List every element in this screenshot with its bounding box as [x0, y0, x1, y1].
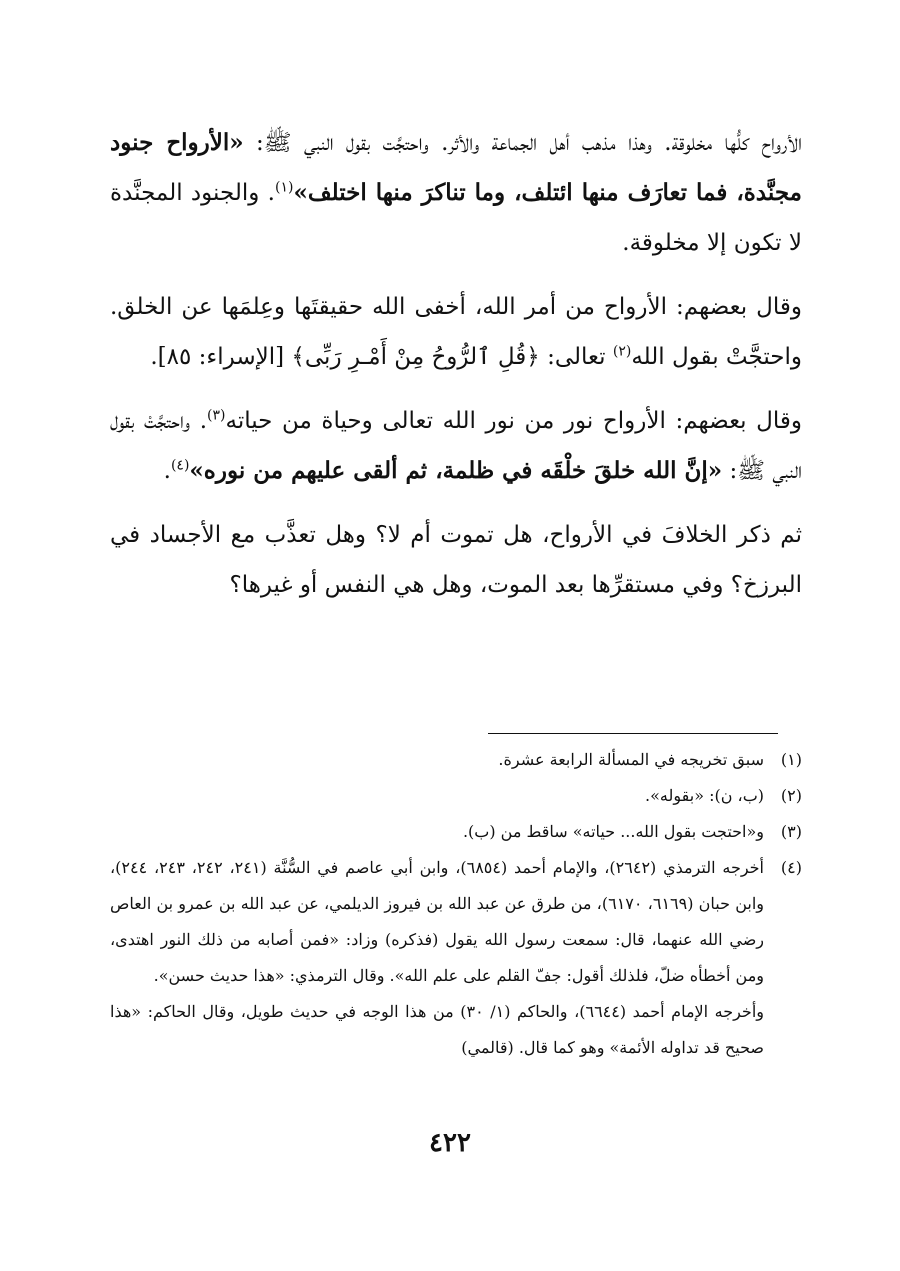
footnote-text: سبق تخريجه في المسألة الرابعة عشرة.: [498, 750, 764, 769]
footnote-continuation: وأخرجه الإمام أحمد (٦٦٤٤)، والحاكم (١/ ٣٠) من هذا الوجه في حديث طويل، وقال الحاكم: «هذا صحيح قد تداوله الأئمة» وهو كما قال. (قالمي): [110, 1002, 764, 1057]
footnote-number: (٤): [780, 858, 802, 877]
footnote-number: (٢): [780, 786, 802, 805]
hadith-quote: «إنَّ الله خلقَ خلْقَه في ظلمة، ثم ألقى عليهم من نوره»: [189, 457, 723, 484]
paragraph-text: وقال بعضهم: الأرواح من أمر الله، أخفى الله حقيقتَها وعِلمَها عن الخلق. واحتجَّتْ بقول الله: [110, 294, 802, 370]
page-number: ٤٢٢: [429, 1128, 471, 1158]
footnote-number: (٣): [780, 822, 802, 841]
footnote: [110, 850, 802, 994]
paragraph: [110, 118, 802, 268]
main-text: [110, 118, 802, 624]
footnotes: [110, 742, 802, 1066]
footnote-text: أخرجه الترمذي (٢٦٤٢)، والإمام أحمد (٦٨٥٤)، وابن أبي عاصم في السُّنَّة (٢٤١، ٢٤٢، ٢٤٣، ٢٤٤)، وابن حبان (٦١٦٩، ٦١٧٠)، من طرق عن عبد الله بن فيروز الديلمي، عن عبد الله بن عمرو بن العاص رضي الله عنهما، قال: سمعت رسول الله يقول (فذكره) وزاد: «فمن أصابه من ذلك النور اهتدى، ومن أخطأه ضلّ، فلذلك أقول: جفّ القلم على علم الله». وقال الترمذي: «هذا حديث حسن».: [110, 858, 765, 985]
footnote-divider: [488, 733, 778, 734]
paragraph: [110, 282, 802, 382]
footnote-ref: (١): [274, 179, 294, 196]
paragraph-text: تعالى: ﴿قُلِ ٱلرُّوحُ مِنْ أَمْـرِ رَبِّى﴾ [الإسراء: ٨٥].: [150, 344, 613, 370]
footnote: [110, 778, 802, 814]
footnote-ref: (٣): [207, 407, 226, 424]
footnote-number: (١): [780, 750, 802, 769]
paragraph-text: .: [163, 458, 171, 484]
paragraph-text: الأرواح كلُّها مخلوقة. وهذا مذهب أهل الجماعة والأثر. واحتجَّت بقول النبي ﷺ:: [243, 130, 803, 156]
footnote-text: (ب، ن): «بقوله».: [645, 786, 764, 805]
paragraph: [110, 510, 802, 610]
footnote: [110, 742, 802, 778]
hadith-quote: «الأرواح جنود مجنَّدة، فما تعارَف منها ائتلف، وما تناكرَ منها اختلف»: [110, 129, 802, 206]
footnote-ref: (٢): [612, 343, 632, 360]
footnote-ref: (٤): [170, 457, 190, 474]
paragraph-text: ثم ذكر الخلافَ في الأرواح، هل تموت أم لا؟ وهل تعذَّب مع الأجساد في البرزخ؟ وفي مستقرِّها بعد الموت، وهل هي النفس أو غيرها؟: [110, 522, 802, 598]
paragraph-text: . واحتجَّتْ بقول النبي ﷺ:: [110, 408, 802, 484]
paragraph-text: وقال بعضهم: الأرواح نور من نور الله تعالى وحياة من حياته: [225, 408, 802, 434]
paragraph: [110, 396, 802, 496]
paragraph-text: . والجنود المجنَّدة لا تكون إلا مخلوقة.: [110, 180, 802, 256]
footnote: [110, 814, 802, 850]
footnote-text: و«احتجت بقول الله... حياته» ساقط من (ب).: [462, 822, 764, 841]
